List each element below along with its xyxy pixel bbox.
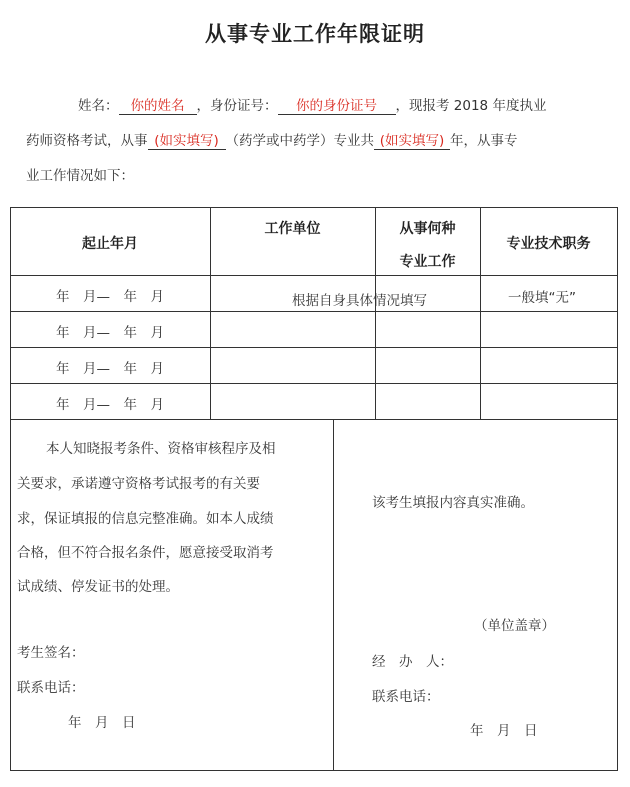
table-row-divider <box>10 311 618 312</box>
page-title: 从事专业工作年限证明 <box>205 22 425 46</box>
major-field[interactable]: (如实填写) <box>148 129 226 150</box>
pledge-line: 合格，但不符合报名条件，愿意接受取消考 <box>17 545 274 561</box>
pledge-line: 试成绩、停发证书的处理。 <box>17 579 179 595</box>
table-header-divider <box>10 275 618 276</box>
pledge-line: 关要求，承诺遵守资格考试报考的有关要 <box>17 476 260 492</box>
header-period: 起止年月 <box>82 236 138 252</box>
header-title: 专业技术职务 <box>506 236 591 252</box>
candidate-signature-label: 考生签名： <box>17 645 85 661</box>
id-number-field[interactable]: 你的身份证号 <box>278 94 396 115</box>
intro-line-3: 业工作情况如下： <box>26 168 134 184</box>
row-period[interactable]: 年 月— 年 月 <box>56 325 164 341</box>
form-border-right <box>617 207 618 771</box>
header-work-line1: 从事何种 <box>399 221 456 237</box>
table-row-divider <box>10 347 618 348</box>
table-border-top <box>10 207 618 208</box>
pledge-line: 求，保证填报的信息完整准确。如本人成绩 <box>17 511 274 527</box>
intro-text-c: 年，从事专 <box>450 133 518 149</box>
pledge-line: 本人知晓报考条件、资格审核程序及相 <box>46 441 276 457</box>
row-period[interactable]: 年 月— 年 月 <box>56 289 164 305</box>
header-work-line2: 专业工作 <box>399 254 456 270</box>
intro-line-2 <box>26 129 518 150</box>
name-label: 姓名： <box>78 98 119 114</box>
row-period[interactable]: 年 月— 年 月 <box>56 361 164 377</box>
candidate-date: 年 月 日 <box>68 715 136 731</box>
table-bottom-divider <box>10 419 618 420</box>
intro-line-1 <box>78 94 546 115</box>
unit-date: 年 月 日 <box>470 723 538 739</box>
title-note: 一般填“无” <box>508 290 576 306</box>
table-row-divider <box>10 383 618 384</box>
candidate-phone-label: 联系电话： <box>17 680 85 696</box>
name-field[interactable]: 你的姓名 <box>119 94 197 115</box>
intro-tail: ，现报考 2018 年度执业 <box>395 98 547 114</box>
table-col-divider <box>375 207 376 419</box>
unit-statement: 该考生填报内容真实准确。 <box>372 495 534 511</box>
unit-phone-label: 联系电话： <box>372 689 440 705</box>
intro-text-b: （药学或中药学）专业共 <box>225 133 374 149</box>
form-border-bottom <box>10 770 618 771</box>
table-col-divider <box>210 207 211 419</box>
row-period[interactable]: 年 月— 年 月 <box>56 397 164 413</box>
intro-text-a: 药师资格考试，从事 <box>26 133 148 149</box>
unit-seal: （单位盖章） <box>474 618 555 634</box>
header-unit: 工作单位 <box>264 221 321 237</box>
years-field[interactable]: (如实填写) <box>374 129 450 150</box>
handler-label: 经 办 人： <box>372 654 453 670</box>
unit-note: 根据自身具体情况填写 <box>292 293 427 309</box>
bottom-box-divider <box>333 419 334 770</box>
id-label: ，身份证号： <box>196 98 278 114</box>
